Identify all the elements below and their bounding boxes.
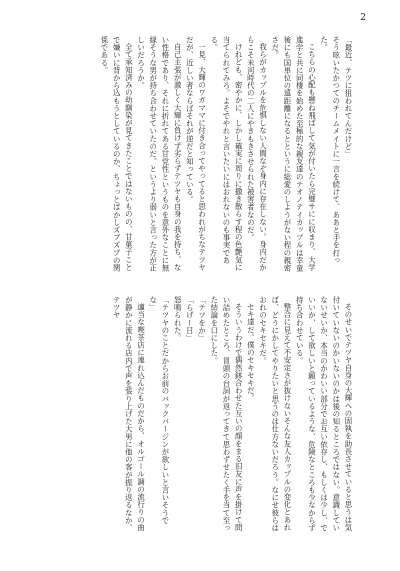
upper-text-block [46,36,354,274]
paragraph: そういうわけで偶然鉢合わせた互いの顔をまる旧友に声を掛けて問い詰めたところ、冒頭の台詞が返ってきて思わずせたく手を当て至った結論を口にした。 [209,296,244,532]
paragraph: 我らがカップルを危惧しない人間なぞ身内に存在しない。身内だからこそ米河時代の二人にやきもきさせられた被害者なのだ。 [246,36,268,272]
paragraph: 「最近、テツに狙われてんだけど」 [344,36,353,158]
paragraph: そう呟いたかつてのチームメイトに一言を続けて、ああと手を打った。 [319,36,341,264]
paragraph: 全て承知済みの幼馴染が見てきたことではないものの、甘菓子ことで嫌いに背から込もうとしているのか、ちょっとばかしズブズブの関係である。 [99,36,134,272]
paragraph: 怒鳴られた。 [173,296,183,342]
paragraph: 「テツヤのことだからお前のバックバージンが欲しいと言いそうでな」 [148,296,170,524]
paragraph: 「らげー日」 [185,296,195,342]
page-number: 2 [360,13,366,23]
paragraph: 「テツをか」 [197,296,207,342]
paragraph: 一見、大輝のワガママに付き合ってやってると思われがちなテツヤだが、近しい者ならばそれが逆だと知っている。 [185,36,207,272]
paragraph: 整合に見えて不安定さが抜けないそんな友人カップルの変化とあれば、どうにかしてやりたいと思うのは仕方ないだろう。なにせ彼らはおれのセキセキだ。 [258,296,292,532]
paragraph: けれども、密やかに、しかし確実に周りに撒き散らす程の色艶気に当てられてみろ。よそでやれと言いたいにはおれないのも事実である。 [209,36,244,272]
paragraph: こちらの心配も懸ね飛ばして気が付いたら完璧サにに収まり、大学進学と共に同棲を始めた至極的な親友達のテオノテイカップルは幸童後にも国単位の遠距離になるとというに総愛のしようがない程の親密さだ。 [270,36,317,272]
paragraph: 適当な喫茶店に連れ込んだものだから、オルゴール調の流行りの曲が静かに流れる店内で声を張り上げた大男に他の客が振り返るなか、テツヤ [112,296,146,532]
paragraph: 自己主張が激しく大輝に負けず劣らずテツヤも自身の我を持ち、ない性格であり、それに折れてある甘党性というものを意外なことに無縁そうな男が持ち合わせていたのだ。というより弱いと言った方が正しいだろうか。 [136,36,183,272]
paragraph: セキ達だ。僕のセキセキだ。 [246,303,256,403]
lower-text-block [46,296,354,534]
paragraph: そのせいでテツヤ自身の大輝への固執を助長させていると思うは気付いていないのかいないのかは後の知るところではない。意識していないせいか、本当のかわいい部分でお互い依存し、もしくは少し、でいいか、して欲しいと願っているような、危険なところも少なからず持ち合わせている。 [295,296,353,532]
